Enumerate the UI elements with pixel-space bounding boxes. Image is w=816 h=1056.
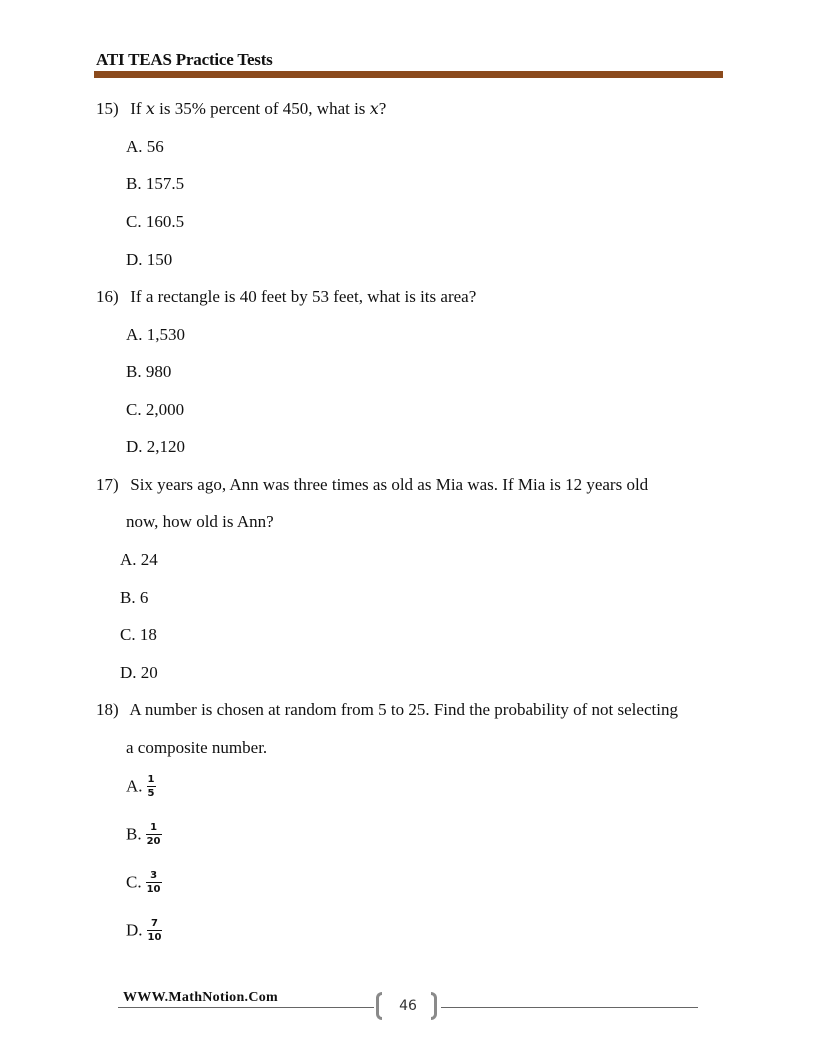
q18-option-b[interactable] — [126, 823, 162, 848]
q15-option-d[interactable]: D. 150 — [126, 250, 173, 269]
option-letter: B. — [126, 824, 142, 844]
right-bracket-icon — [431, 992, 437, 1020]
option-letter: D. — [126, 920, 143, 940]
q18-option-d[interactable] — [126, 919, 162, 944]
question-17 — [96, 475, 648, 495]
question-text-line2: now, how old is Ann? — [126, 512, 274, 531]
question-text-line1: Six years ago, Ann was three times as old as Mia was. If Mia is 12 years old — [130, 475, 649, 494]
page-number: 46 — [399, 998, 417, 1014]
left-bracket-icon — [376, 992, 382, 1020]
q17-option-a[interactable]: A. 24 — [120, 550, 158, 569]
fraction-bar — [147, 786, 156, 787]
q16-option-d[interactable]: D. 2,120 — [126, 437, 186, 456]
question-18 — [96, 700, 678, 720]
question-text-start: If — [130, 99, 146, 118]
fraction-denominator: 20 — [146, 836, 161, 847]
fraction — [146, 822, 162, 847]
footer-rule-right — [441, 1007, 698, 1008]
option-letter: A. — [126, 776, 143, 796]
variable-x: x — [145, 99, 155, 118]
fraction — [147, 774, 156, 799]
variable-x: x — [369, 99, 379, 118]
fraction-denominator: 10 — [147, 932, 162, 943]
question-number: 17) — [96, 475, 119, 494]
page-header-title: ATI TEAS Practice Tests — [96, 50, 273, 69]
question-text-line2: a composite number. — [126, 738, 268, 757]
question-15 — [96, 99, 386, 119]
question-text-middle: is 35% percent of 450, what is — [154, 99, 370, 118]
q16-option-a[interactable]: A. 1,530 — [126, 325, 186, 344]
q18-option-a[interactable] — [126, 775, 156, 800]
q15-option-b[interactable]: B. 157.5 — [126, 174, 185, 193]
fraction — [146, 870, 162, 895]
q15-option-a[interactable]: A. 56 — [126, 137, 164, 156]
q17-option-b[interactable]: B. 6 — [120, 588, 149, 607]
fraction — [147, 918, 163, 943]
q16-option-c[interactable]: C. 2,000 — [126, 400, 185, 419]
q17-option-d[interactable]: D. 20 — [120, 663, 158, 682]
q18-option-c[interactable] — [126, 871, 162, 896]
question-text-end: ? — [378, 99, 387, 118]
question-16 — [96, 287, 476, 307]
fraction-bar — [146, 834, 162, 835]
fraction-denominator: 10 — [146, 884, 161, 895]
footer-rule-left — [118, 1007, 374, 1008]
fraction-bar — [147, 930, 163, 931]
q17-option-c[interactable]: C. 18 — [120, 625, 157, 644]
fraction-denominator: 5 — [147, 788, 155, 799]
question-number: 16) — [96, 287, 119, 306]
fraction-numerator: 1 — [150, 822, 158, 833]
q15-option-c[interactable]: C. 160.5 — [126, 212, 185, 231]
question-text: If a rectangle is 40 feet by 53 feet, what is its area? — [130, 287, 477, 306]
fraction-numerator: 1 — [147, 774, 155, 785]
question-number: 15) — [96, 99, 119, 118]
option-letter: C. — [126, 872, 142, 892]
question-number: 18) — [96, 700, 119, 719]
footer-website: WWW.MathNotion.Com — [123, 990, 278, 1005]
fraction-numerator: 7 — [151, 918, 158, 929]
fraction-numerator: 3 — [150, 870, 158, 881]
header-divider — [94, 71, 723, 78]
question-text-line1: A number is chosen at random from 5 to 25. Find the probability of not selecting — [129, 700, 678, 719]
fraction-bar — [146, 882, 162, 883]
q16-option-b[interactable]: B. 980 — [126, 362, 172, 381]
